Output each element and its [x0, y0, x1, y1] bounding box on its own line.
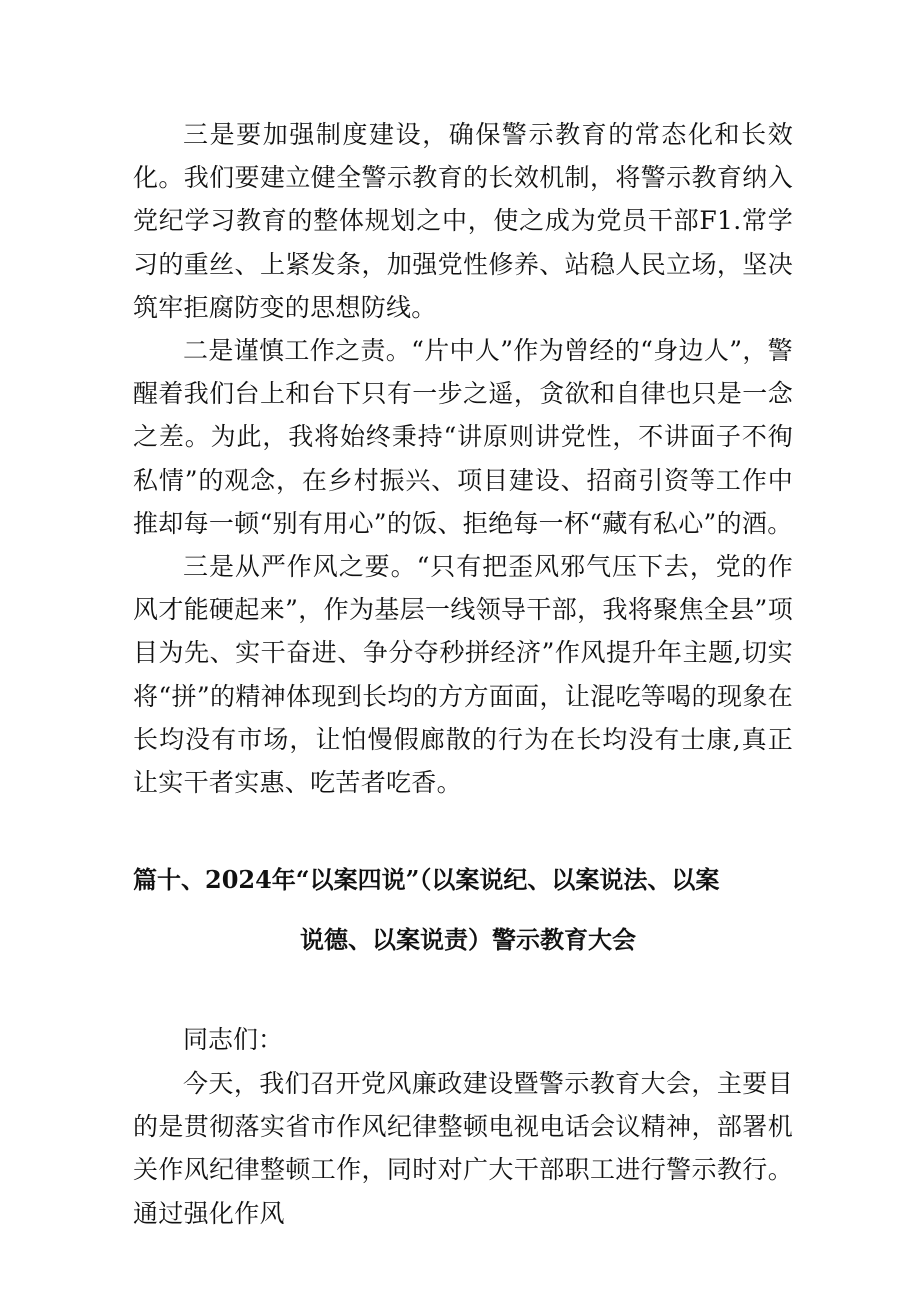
- paragraph-institution-building: 三是要加强制度建设，确保警示教育的常态化和长效化。我们要建立健全警示教育的长效机制，将警示教育纳入党纪学习教育的整体规划之中，使之成为党员干部F1.常学习的重丝、上紧发条，加强党性修养、站稳人民立场，坚决筑牢拒腐防变的思想防线。: [133, 120, 793, 322]
- paragraph-work-responsibility: 二是谨慎工作之责。“片中人”作为曾经的“身边人”，警醒着我们台上和台下只有一步之遥，贪欲和自律也只是一念之差。为此，我将始终秉持“讲原则讲党性，不讲面子不徇私情”的观念，在乡村振兴、项目建设、招商引资等工作中推却每一顿“别有用心”的饭、拒绝每一杯“藏有私心”的酒。: [133, 336, 793, 538]
- salutation: 同志们：: [183, 1025, 284, 1054]
- paragraph-work-style: 三是从严作风之要。“只有把歪风邪气压下去，党的作风才能硬起来”，作为基层一线领导干部，我将聚焦全县”项目为先、实干奋进、争分夺秒拼经济”作风提升年主题,切实将“拼”的精神体现到长均的方方面面，让混吃等喝的现象在长均没有市场，让怕慢假廊散的行为在长均没有士康,真正让实干者实惠、吃苦者吃香。: [133, 552, 793, 798]
- paragraph-opening-speech: 今天，我们召开党风廉政建设暨警示教育大会，主要目的是贯彻落实省市作风纪律整顿电视电话会议精神，部署机关作风纪律整顿工作，同时对广大干部职工进行警示教行。通过强化作风: [133, 1069, 793, 1228]
- section-heading-line-2: 说德、以案说责）警示教育大会: [300, 925, 636, 954]
- section-heading-line-1: 篇十、2024年“以案四说”（以案说纪、以案说法、以案: [133, 865, 720, 894]
